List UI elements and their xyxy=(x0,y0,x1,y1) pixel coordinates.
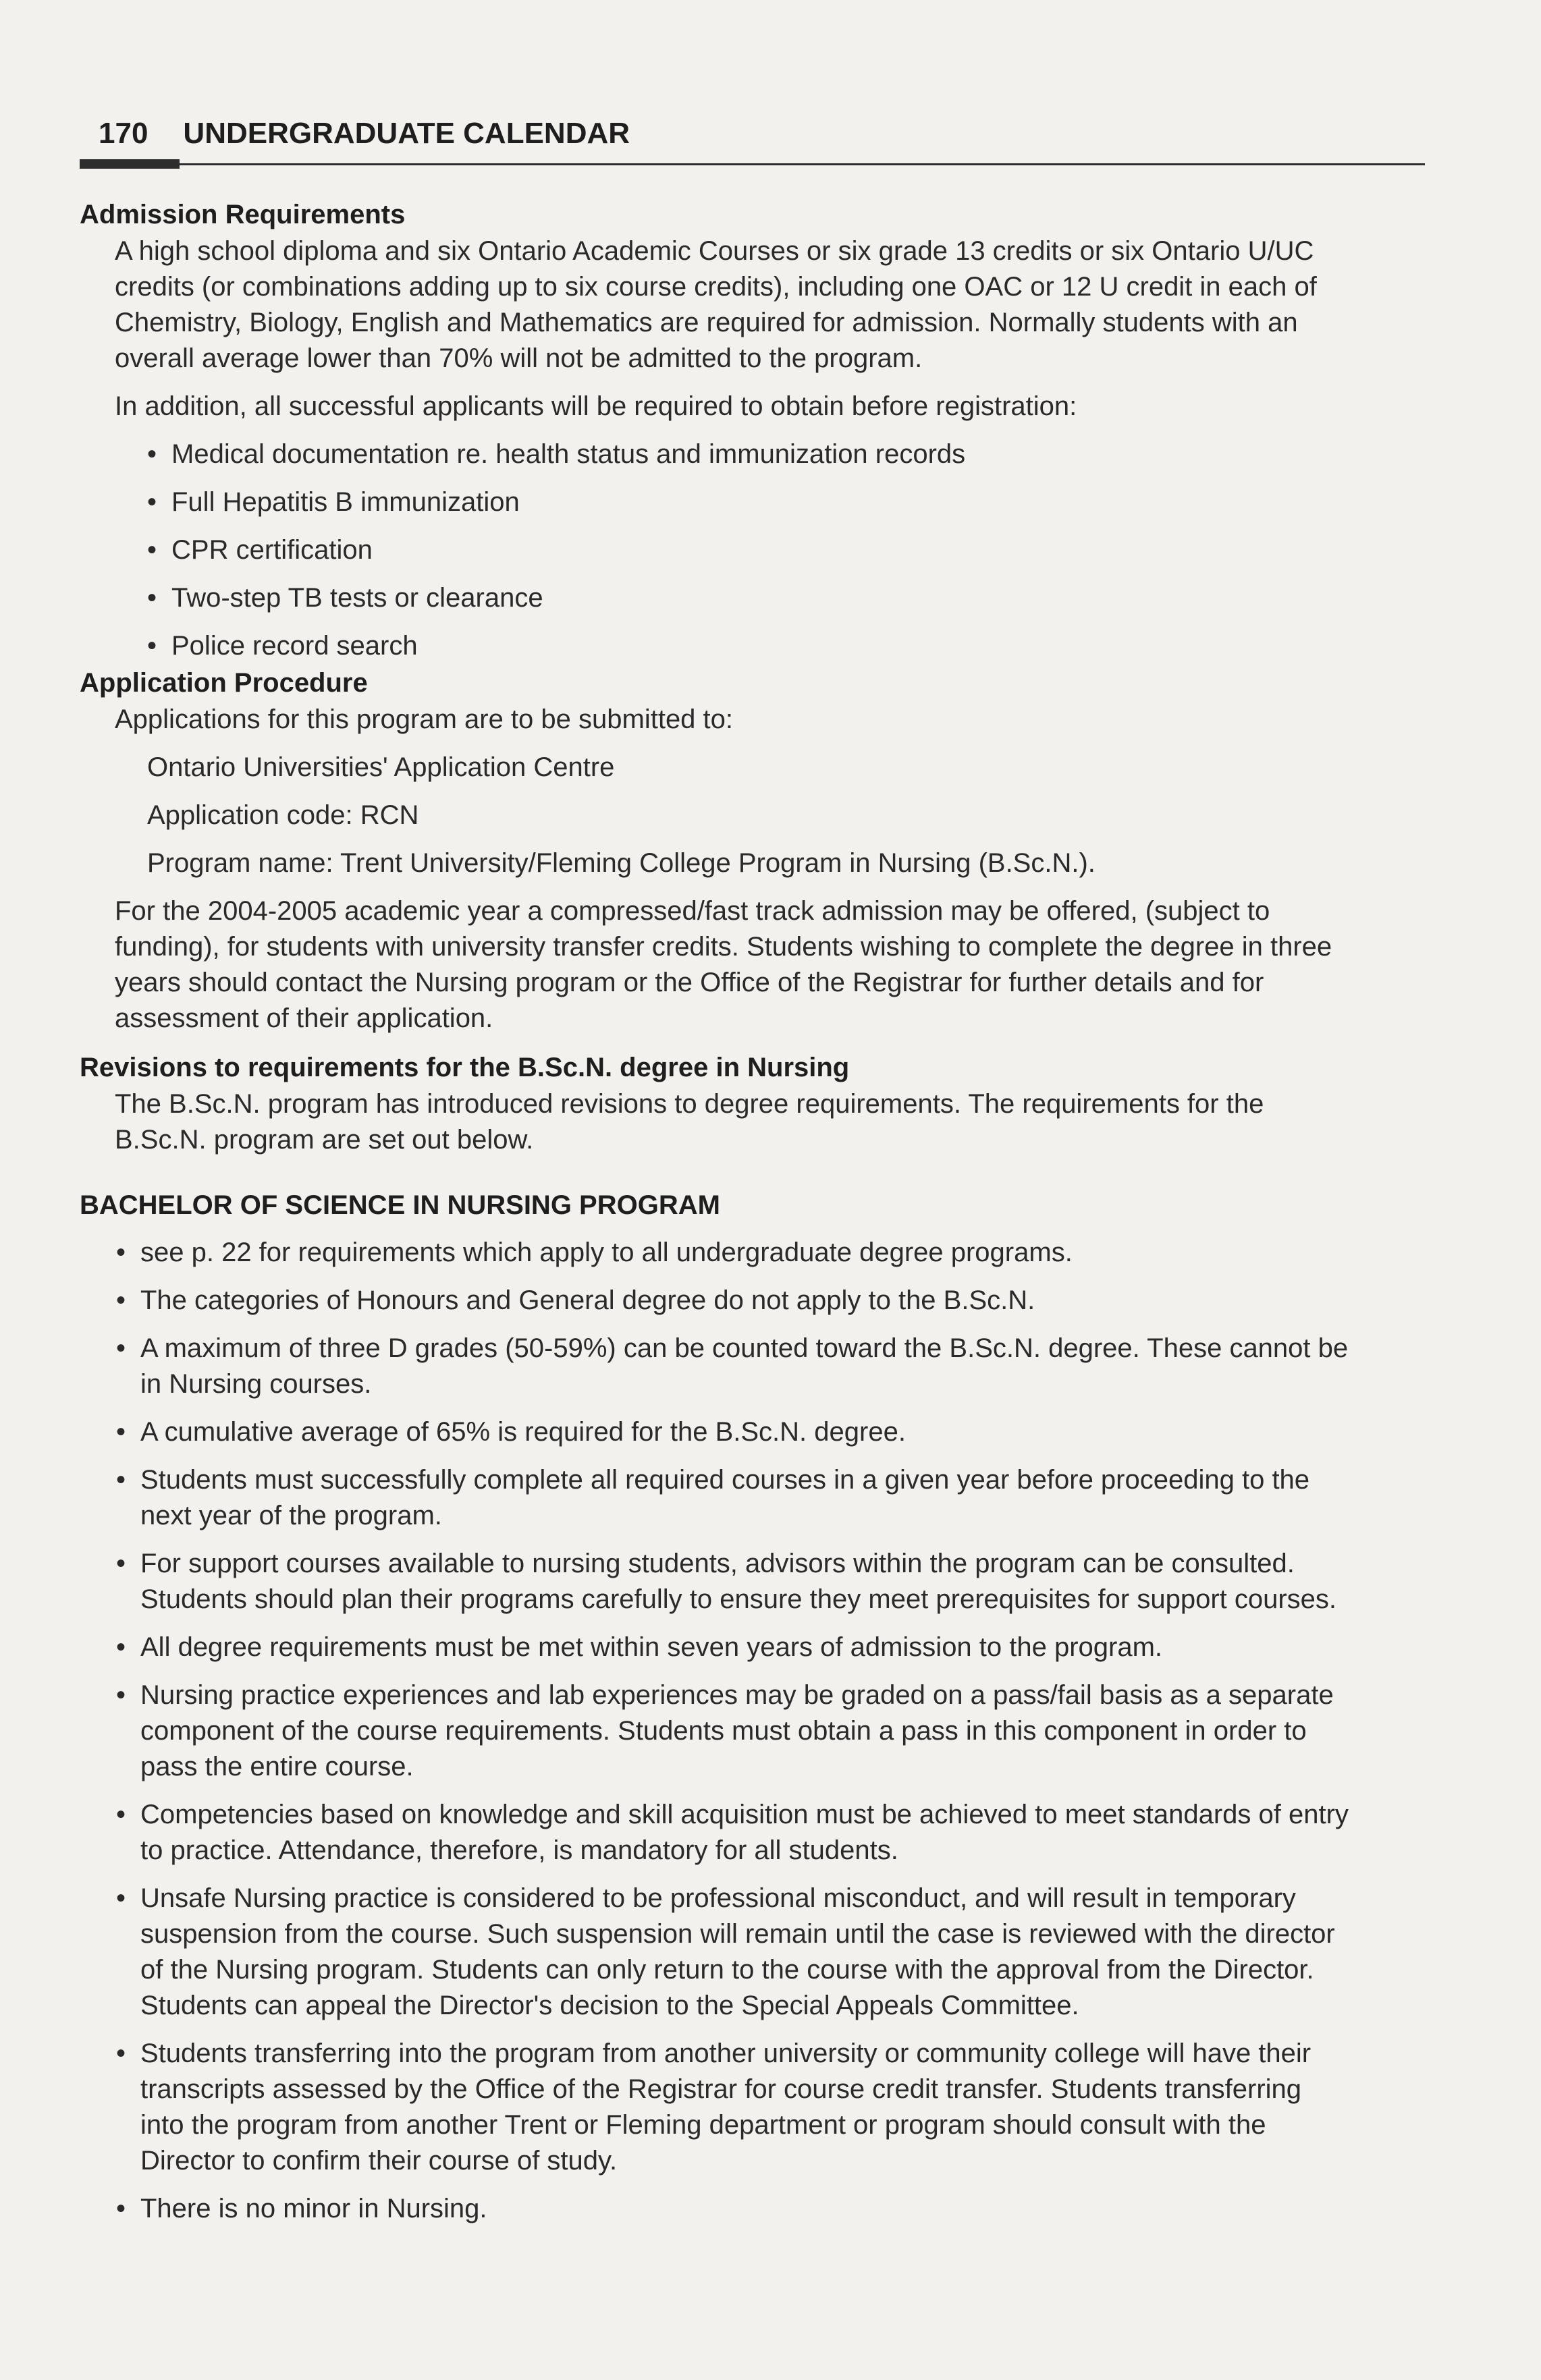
list-item-text: A cumulative average of 65% is required for the B.Sc.N. degree. xyxy=(140,1417,906,1447)
revisions-section xyxy=(80,1049,1352,1158)
bullet-icon: • xyxy=(147,631,157,661)
bullet-icon: • xyxy=(116,2194,126,2223)
list-item xyxy=(116,1881,1352,2024)
application-paragraph: For the 2004-2005 academic year a compressed/fast track admission may be offered, (subject to funding), for students with university transfer credits. Students wishing to complete the degree in three years should contact the Nursing program or the Office of the Registrar for further details and for assessment of their application. xyxy=(115,896,1332,1033)
running-head-title: UNDERGRADUATE CALENDAR xyxy=(183,117,630,150)
list-item xyxy=(116,2191,1352,2227)
list-item xyxy=(147,628,1352,664)
application-program-name: Program name: Trent University/Fleming College Program in Nursing (B.Sc.N.). xyxy=(147,848,1096,878)
list-item xyxy=(116,1235,1352,1271)
bullet-icon: • xyxy=(116,1238,126,1267)
program-section xyxy=(80,1186,1352,2227)
list-item xyxy=(116,1678,1352,1785)
list-item-text: A maximum of three D grades (50-59%) can be counted toward the B.Sc.N. degree. These cannot be in Nursing courses. xyxy=(140,1333,1349,1399)
bullet-icon: • xyxy=(116,2039,126,2068)
admission-list xyxy=(80,437,1352,664)
list-item-text: Medical documentation re. health status and immunization records xyxy=(171,439,966,469)
list-item-text: For support courses available to nursing students, advisors within the program can be consulted. Students should plan their programs carefully to ensure they meet prerequisites for support courses. xyxy=(140,1549,1337,1614)
running-head xyxy=(80,113,1352,154)
list-item xyxy=(116,1331,1352,1402)
bullet-icon: • xyxy=(116,1333,126,1363)
admission-section xyxy=(80,196,1352,664)
list-item-text: Police record search xyxy=(171,631,418,661)
revisions-paragraph: The B.Sc.N. program has introduced revisions to degree requirements. The requirements for the B.Sc.N. program are set out below. xyxy=(115,1089,1264,1155)
list-item xyxy=(147,485,1352,520)
admission-paragraph-2: In addition, all successful applicants will be required to obtain before registration: xyxy=(115,391,1077,421)
list-item-text: Students transferring into the program from another university or community college will have their transcripts assessed by the Office of the Registrar for course credit transfer. Students transferring into the program from another Trent or Fleming department or program should consult with the Director to confirm their course of study. xyxy=(140,2039,1312,2176)
bullet-icon: • xyxy=(116,1800,126,1829)
list-item-text: Students must successfully complete all required courses in a given year before proceeding to the next year of the program. xyxy=(140,1465,1310,1530)
application-centre: Ontario Universities' Application Centre xyxy=(147,752,615,782)
bullet-icon: • xyxy=(116,1680,126,1710)
header-rule xyxy=(80,159,1352,169)
bullet-icon: • xyxy=(147,439,157,469)
bullet-icon: • xyxy=(147,487,157,517)
list-item xyxy=(116,1546,1352,1617)
bullet-icon: • xyxy=(116,1632,126,1662)
application-code: Application code: RCN xyxy=(147,800,419,830)
list-item xyxy=(116,1797,1352,1869)
list-item-text: There is no minor in Nursing. xyxy=(140,2194,487,2223)
application-section xyxy=(80,664,1352,1036)
section-gap xyxy=(80,1158,1352,1186)
list-item xyxy=(147,580,1352,616)
bullet-icon: • xyxy=(116,1285,126,1315)
revisions-heading: Revisions to requirements for the B.Sc.N. degree in Nursing xyxy=(80,1053,850,1082)
list-item-text: see p. 22 for requirements which apply to all undergraduate degree programs. xyxy=(140,1238,1073,1267)
list-item-text: Competencies based on knowledge and skill acquisition must be achieved to meet standards of entry to practice. Attendance, therefore, is mandatory for all students. xyxy=(140,1800,1349,1865)
admission-heading: Admission Requirements xyxy=(80,200,406,229)
list-item xyxy=(147,532,1352,568)
list-item xyxy=(116,1414,1352,1450)
page-number: 170 xyxy=(99,117,148,150)
list-item-text: Full Hepatitis B immunization xyxy=(171,487,520,517)
list-item xyxy=(116,1462,1352,1534)
bullet-icon: • xyxy=(116,1417,126,1447)
header-rule-thin xyxy=(80,163,1425,165)
application-intro: Applications for this program are to be submitted to: xyxy=(115,704,734,734)
list-item-text: Unsafe Nursing practice is considered to be professional misconduct, and will result in temporary suspension from the course. Such suspension will remain until the case is reviewed with the director of the Nursing program. Students can only return to the course with the approval from the Director. Students can appeal the Director's decision to the Special Appeals Committee. xyxy=(140,1883,1335,2020)
list-item xyxy=(116,2036,1352,2179)
list-item xyxy=(116,1630,1352,1665)
bullet-icon: • xyxy=(116,1549,126,1578)
program-heading: BACHELOR OF SCIENCE IN NURSING PROGRAM xyxy=(80,1190,720,1220)
bullet-icon: • xyxy=(116,1883,126,1913)
list-item-text: Two-step TB tests or clearance xyxy=(171,583,543,613)
header-rule-thick xyxy=(80,159,180,169)
list-item-text: Nursing practice experiences and lab experiences may be graded on a pass/fail basis as a separate component of the course requirements. Students must obtain a pass in this component in order to pass the entire course. xyxy=(140,1680,1334,1781)
bullet-icon: • xyxy=(147,535,157,565)
bullet-icon: • xyxy=(147,583,157,613)
list-item-text: All degree requirements must be met within seven years of admission to the program. xyxy=(140,1632,1163,1662)
application-heading: Application Procedure xyxy=(80,668,368,698)
list-item xyxy=(116,1283,1352,1319)
program-list xyxy=(80,1235,1352,2227)
admission-paragraph-1: A high school diploma and six Ontario Academic Courses or six grade 13 credits or six Ontario U/UC credits (or combinations adding up to six course credits), including one OAC or 12 U credit in each of Chemistry, Biology, English and Mathematics are required for admission. Normally students with an overall average lower than 70% will not be admitted to the program. xyxy=(115,236,1317,373)
list-item-text: CPR certification xyxy=(171,535,373,565)
list-item-text: The categories of Honours and General degree do not apply to the B.Sc.N. xyxy=(140,1285,1035,1315)
bullet-icon: • xyxy=(116,1465,126,1495)
list-item xyxy=(147,437,1352,472)
